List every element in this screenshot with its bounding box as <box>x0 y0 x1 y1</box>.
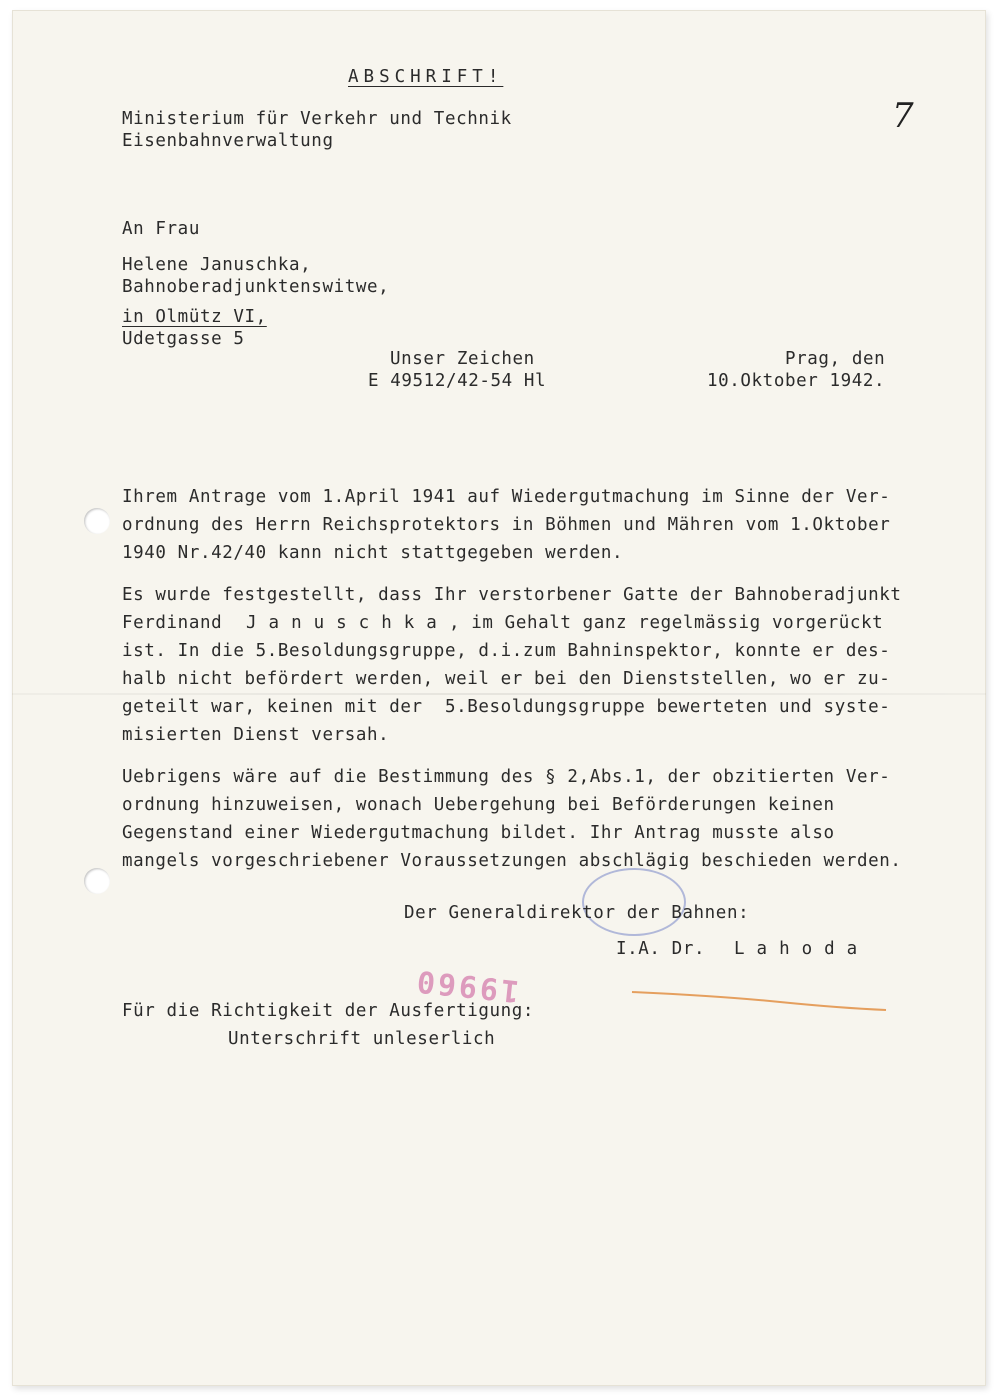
sender-line-2: Eisenbahnverwaltung <box>122 131 334 151</box>
body-paragraph-2-line: halb nicht befördert werden, weil er bei den Dienststellen, wo er zu- <box>122 669 891 689</box>
signatory-name-spaced: Lahoda <box>734 939 870 959</box>
sender-line-1: Ministerium für Verkehr und Technik <box>122 109 512 129</box>
punch-hole <box>84 508 110 534</box>
reference-label: Unser Zeichen <box>390 349 535 369</box>
body-paragraph-2-line: Ferdinand <box>122 613 223 633</box>
body-paragraph-2-line: ist. In die 5.Besoldungsgruppe, d.i.zum Bahninspektor, konnte er des- <box>122 641 891 661</box>
document-heading: ABSCHRIFT! <box>348 67 504 87</box>
body-paragraph-2-line: Es wurde festgestellt, dass Ihr verstorbener Gatte der Bahnoberadjunkt <box>122 585 902 605</box>
recipient-name: Helene Januschka, <box>122 255 312 275</box>
place-date-line-2: 10.Oktober 1942. <box>707 371 886 391</box>
recipient-city: in Olmütz VI, <box>122 307 267 327</box>
recipient-title: Bahnoberadjunktenswitwe, <box>122 277 390 297</box>
recipient-salutation: An Frau <box>122 219 200 239</box>
body-paragraph-3-line: Uebrigens wäre auf die Bestimmung des § 2,Abs.1, der obzitierten Ver- <box>122 767 891 787</box>
body-paragraph-2-line: , im Gehalt ganz regelmässig vorgerückt <box>449 613 884 633</box>
body-paragraph-1-line: ordnung des Herrn Reichsprotektors in Böhmen und Mähren vom 1.Oktober <box>122 515 891 535</box>
body-paragraph-3-line: Gegenstand einer Wiedergutmachung bildet. Ihr Antrag musste also <box>122 823 835 843</box>
signature-prefix: I.A. Dr. <box>616 939 706 959</box>
document-page <box>12 10 986 1386</box>
recipient-street: Udetgasse 5 <box>122 329 245 349</box>
paper-fold <box>12 693 986 695</box>
deceased-surname-spaced: Januschka <box>246 613 449 633</box>
body-paragraph-2-line: geteilt war, keinen mit der 5.Besoldungsgruppe bewerteten und syste- <box>122 697 891 717</box>
body-paragraph-3-line: mangels vorgeschriebener Voraussetzungen abschlägig beschieden werden. <box>122 851 902 871</box>
certification-line-1: Für die Richtigkeit der Ausfertigung: <box>122 1001 535 1021</box>
body-paragraph-2-line: misierten Dienst versah. <box>122 725 390 745</box>
certification-line-2: Unterschrift unleserlich <box>228 1029 496 1049</box>
reference-value: E 49512/42-54 Hl <box>368 371 547 391</box>
place-date-line-1: Prag, den <box>785 349 886 369</box>
body-paragraph-3-line: ordnung hinzuweisen, wonach Uebergehung bei Beförderungen keinen <box>122 795 835 815</box>
pen-stroke <box>630 982 888 1012</box>
punch-hole <box>84 868 110 894</box>
page-number: 7 <box>892 96 914 136</box>
body-paragraph-1-line: Ihrem Antrage vom 1.April 1941 auf Wiedergutmachung im Sinne der Ver- <box>122 487 891 507</box>
number-stamp: 19960 <box>412 962 521 1009</box>
signature-line-1: Der Generaldirektor der Bahnen: <box>404 903 750 923</box>
body-paragraph-1-line: 1940 Nr.42/40 kann nicht stattgegeben werden. <box>122 543 624 563</box>
